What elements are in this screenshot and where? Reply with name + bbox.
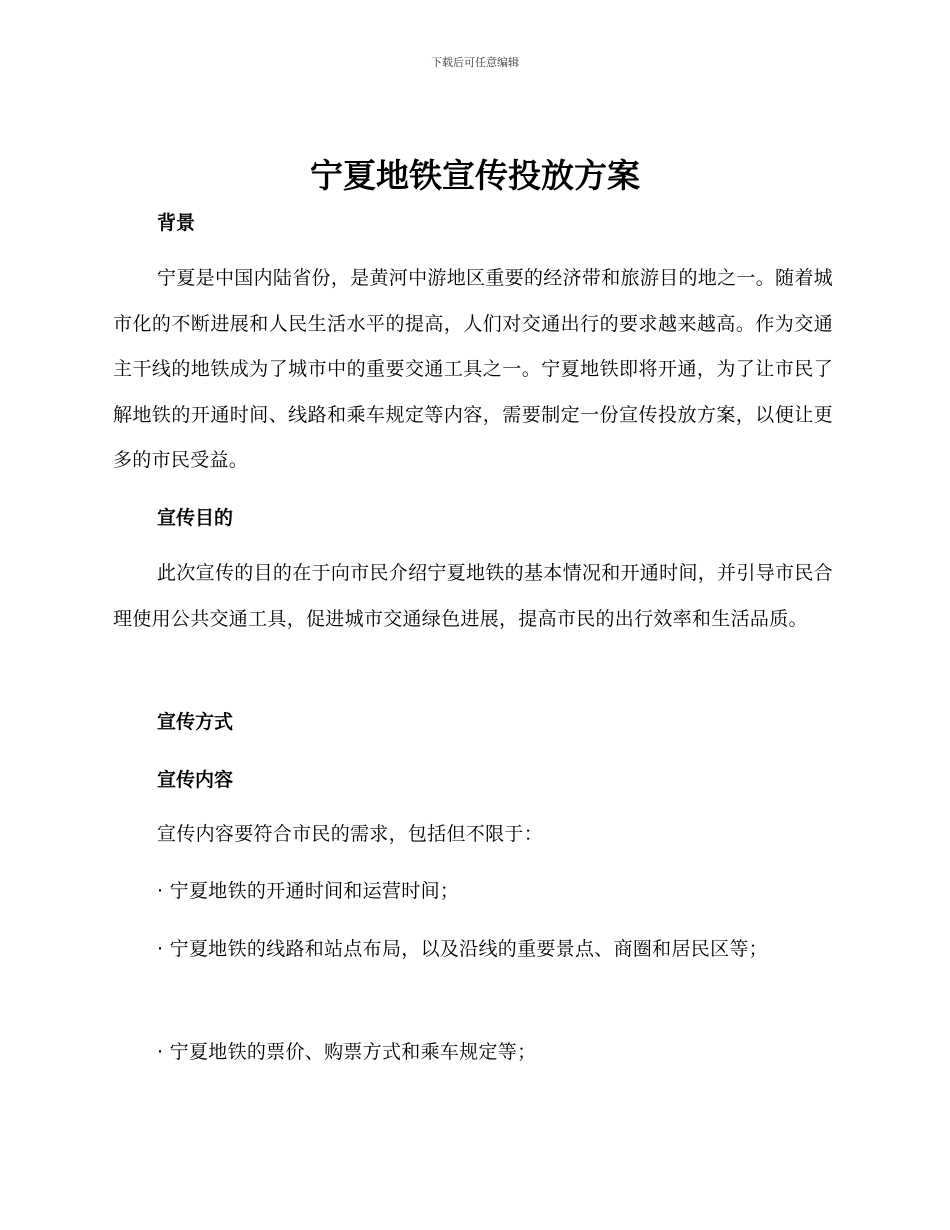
heading-method: 宣传方式 [157, 711, 234, 733]
paragraph-content-intro: 宣传内容要符合市民的需求，包括但不限于： [157, 823, 544, 845]
heading-purpose: 宣传目的 [157, 507, 234, 529]
paragraph-background: 宁夏是中国内陆省份，是黄河中游地区重要的经济带和旅游目的地之一。随着城市化的不断进展和人民生活水平的提高，人们对交通出行的要求越来越高。作为交通主干线的地铁成为了城市中的重要交通工具之一。宁夏地铁即将开通，为了让市民了解地铁的开通时间、线路和乘车规定等内容，需要制定一份宣传投放方案，以便让更多的市民受益。 [113, 267, 833, 471]
heading-content: 宣传内容 [157, 769, 234, 791]
heading-background: 背景 [157, 212, 196, 234]
list-item: · 宁夏地铁的开通时间和运营时间； [157, 880, 460, 902]
list-item: · 宁夏地铁的票价、购票方式和乘车规定等； [157, 1041, 537, 1063]
paragraph-purpose: 此次宣传的目的在于向市民介绍宁夏地铁的基本情况和开通时间，并引导市民合理使用公共交通工具，促进城市交通绿色进展，提高市民的出行效率和生活品质。 [113, 562, 833, 630]
list-item: · 宁夏地铁的线路和站点布局，以及沿线的重要景点、商圈和居民区等； [157, 938, 768, 960]
header-note: 下载后可任意编辑 [431, 56, 519, 69]
document-title: 宁夏地铁宣传投放方案 [310, 156, 640, 195]
